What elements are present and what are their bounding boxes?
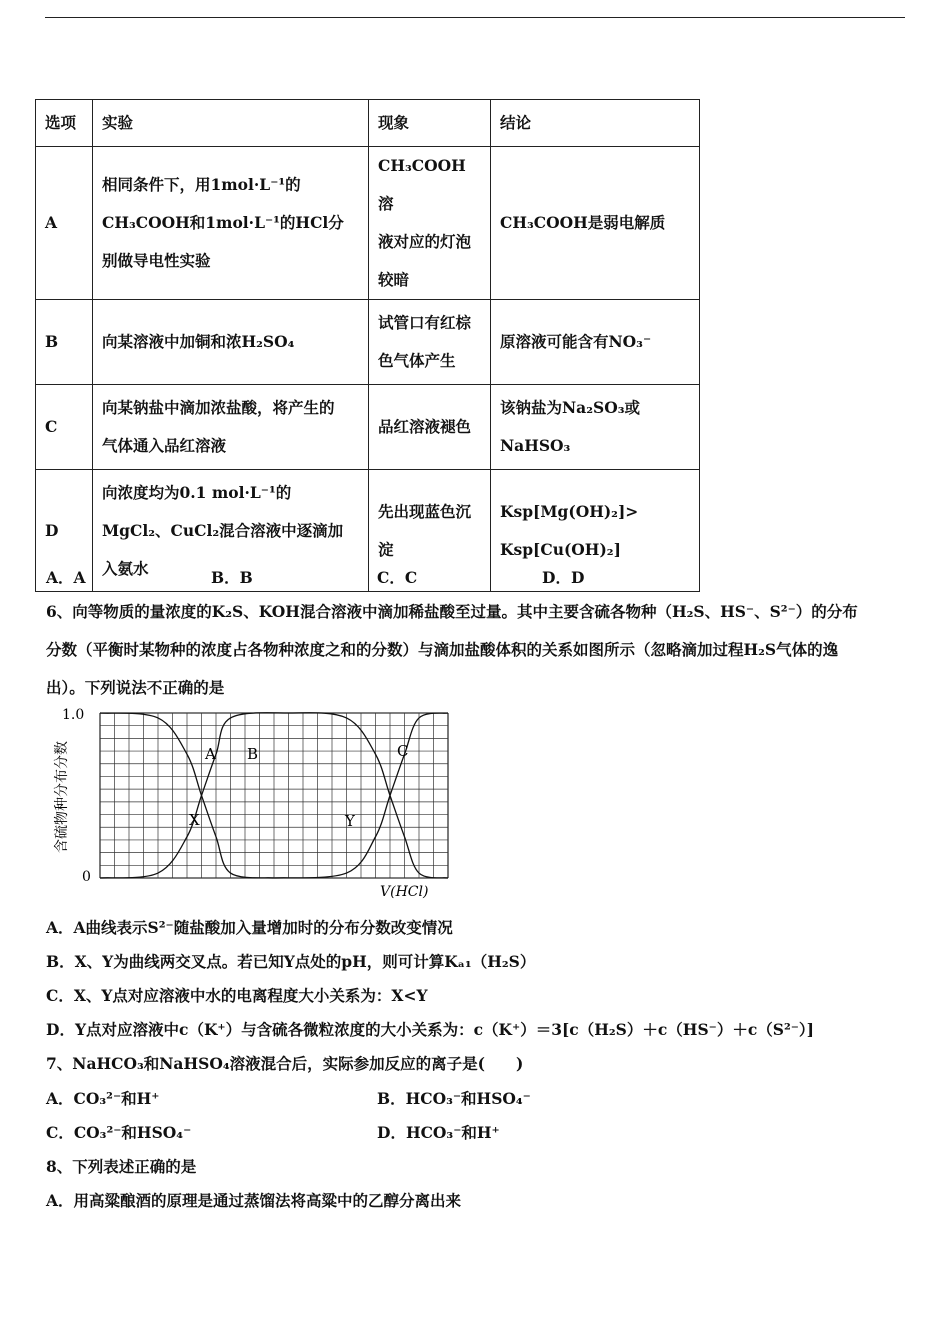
cell-line: CH₃COOH和1mol·L⁻¹的HCl分 [102, 213, 344, 232]
curve-label-a: A [205, 745, 216, 763]
cell-line: 向浓度均为0.1 mol·L⁻¹的 [102, 482, 292, 502]
cell-line: 向某钠盐中滴加浓盐酸，将产生的 [102, 398, 335, 417]
q5-option-d[interactable]: D．D [542, 568, 585, 587]
q7-option-c[interactable]: C．CO₃²⁻和HSO₄⁻ [46, 1123, 192, 1142]
table-row [36, 147, 700, 300]
cell-line: CH₃COOH是弱电解质 [500, 213, 666, 232]
header-rule [45, 17, 905, 18]
y-tick-max: 1.0 [62, 707, 85, 723]
header-option: 选项 [36, 100, 93, 147]
row-option: D [36, 470, 93, 592]
row-conclusion [491, 385, 700, 470]
row-phenomenon [369, 385, 491, 470]
q6-stem-line: 出）。下列说法不正确的是 [46, 678, 225, 697]
row-phenomenon [369, 300, 491, 385]
cell-line: 先出现蓝色沉 [378, 501, 472, 521]
q5-option-c[interactable]: C．C [377, 568, 418, 587]
q6-option-c[interactable]: C．X、Y点对应溶液中水的电离程度大小关系为：X<Y [46, 986, 428, 1005]
table-row [36, 470, 700, 592]
table-row [36, 300, 700, 385]
y-tick-zero: 0 [82, 869, 91, 885]
cell-line: Ksp[Mg(OH)₂]> [500, 501, 639, 521]
cell-line: 别做导电性实验 [102, 251, 211, 270]
row-experiment [93, 300, 369, 385]
header-experiment: 实验 [93, 100, 369, 147]
q8-option-a[interactable]: A．用高粱酿酒的原理是通过蒸馏法将高粱中的乙醇分离出来 [46, 1191, 462, 1210]
cell-line: 相同条件下，用1mol·L⁻¹的 [102, 175, 301, 194]
cell-line: 该钠盐为Na₂SO₃或 [500, 398, 640, 417]
q5-option-b[interactable]: B．B [211, 568, 253, 587]
q6-option-b[interactable]: B．X、Y为曲线两交叉点。若已知Y点处的pH，则可计算Kₐ₁（H₂S） [46, 952, 536, 971]
header-phenomenon: 现象 [369, 100, 491, 147]
curve-label-b: B [247, 745, 259, 763]
row-option: B [36, 300, 93, 385]
row-experiment [93, 147, 369, 300]
cell-line: NaHSO₃ [500, 436, 571, 455]
cell-line: MgCl₂、CuCl₂混合溶液中逐滴加 [102, 520, 344, 540]
intersection-label-y: Y [345, 812, 355, 830]
q7-stem: 7、NaHCO₃和NaHSO₄溶液混合后，实际参加反应的离子是( ) [46, 1054, 524, 1073]
cell-line: 入氨水 [102, 558, 149, 578]
q7-option-b[interactable]: B．HCO₃⁻和HSO₄⁻ [377, 1089, 531, 1108]
table-header-row [36, 100, 700, 147]
x-axis-label: V(HCl) [380, 884, 429, 900]
experiment-table [35, 99, 700, 592]
header-conclusion: 结论 [491, 100, 700, 147]
y-axis-label: 含硫物种分布分数 [54, 741, 70, 853]
intersection-label-x: X [189, 811, 200, 829]
row-experiment [93, 385, 369, 470]
cell-line: 较暗 [378, 270, 410, 289]
q7-option-a[interactable]: A．CO₃²⁻和H⁺ [46, 1089, 160, 1108]
table-row [36, 385, 700, 470]
curve-label-c: C [397, 742, 409, 760]
q6-option-d[interactable]: D．Y点对应溶液中c（K⁺）与含硫各微粒浓度的大小关系为：c（K⁺）＝3[c（H₂S）＋c（HS⁻）＋c（S²⁻）] [46, 1020, 815, 1039]
cell-line: 品红溶液褪色 [378, 417, 472, 436]
row-conclusion [491, 300, 700, 385]
distribution-chart [44, 703, 454, 903]
row-conclusion [491, 470, 700, 592]
cell-line: CH₃COOH溶 [378, 156, 466, 213]
cell-line: 向某溶液中加铜和浓H₂SO₄ [102, 332, 295, 351]
row-option: C [36, 385, 93, 470]
row-conclusion [491, 147, 700, 300]
q6-stem-line: 分数（平衡时某物种的浓度占各物种浓度之和的分数）与滴加盐酸体积的关系如图所示（忽略滴加过程H₂S气体的逸 [46, 640, 839, 659]
q8-stem: 8、下列表述正确的是 [46, 1157, 197, 1176]
row-phenomenon [369, 147, 491, 300]
row-option: A [36, 147, 93, 300]
cell-line: 色气体产生 [378, 351, 456, 370]
cell-line: 液对应的灯泡 [378, 232, 472, 251]
cell-line: 试管口有红棕 [378, 313, 472, 332]
q5-option-a[interactable]: A．A [46, 568, 86, 587]
cell-line: 原溶液可能含有NO₃⁻ [500, 332, 652, 351]
cell-line: 淀 [378, 539, 394, 559]
q6-option-a[interactable]: A．A曲线表示S²⁻随盐酸加入量增加时的分布分数改变情况 [46, 918, 453, 937]
q6-stem-line: 6、向等物质的量浓度的K₂S、KOH混合溶液中滴加稀盐酸至过量。其中主要含硫各物种（H₂S、HS⁻、S²⁻）的分布 [46, 602, 858, 621]
q7-option-d[interactable]: D．HCO₃⁻和H⁺ [377, 1123, 500, 1142]
cell-line: 气体通入品红溶液 [102, 436, 227, 455]
chart-grid [100, 713, 448, 878]
cell-line: Ksp[Cu(OH)₂] [500, 539, 621, 559]
